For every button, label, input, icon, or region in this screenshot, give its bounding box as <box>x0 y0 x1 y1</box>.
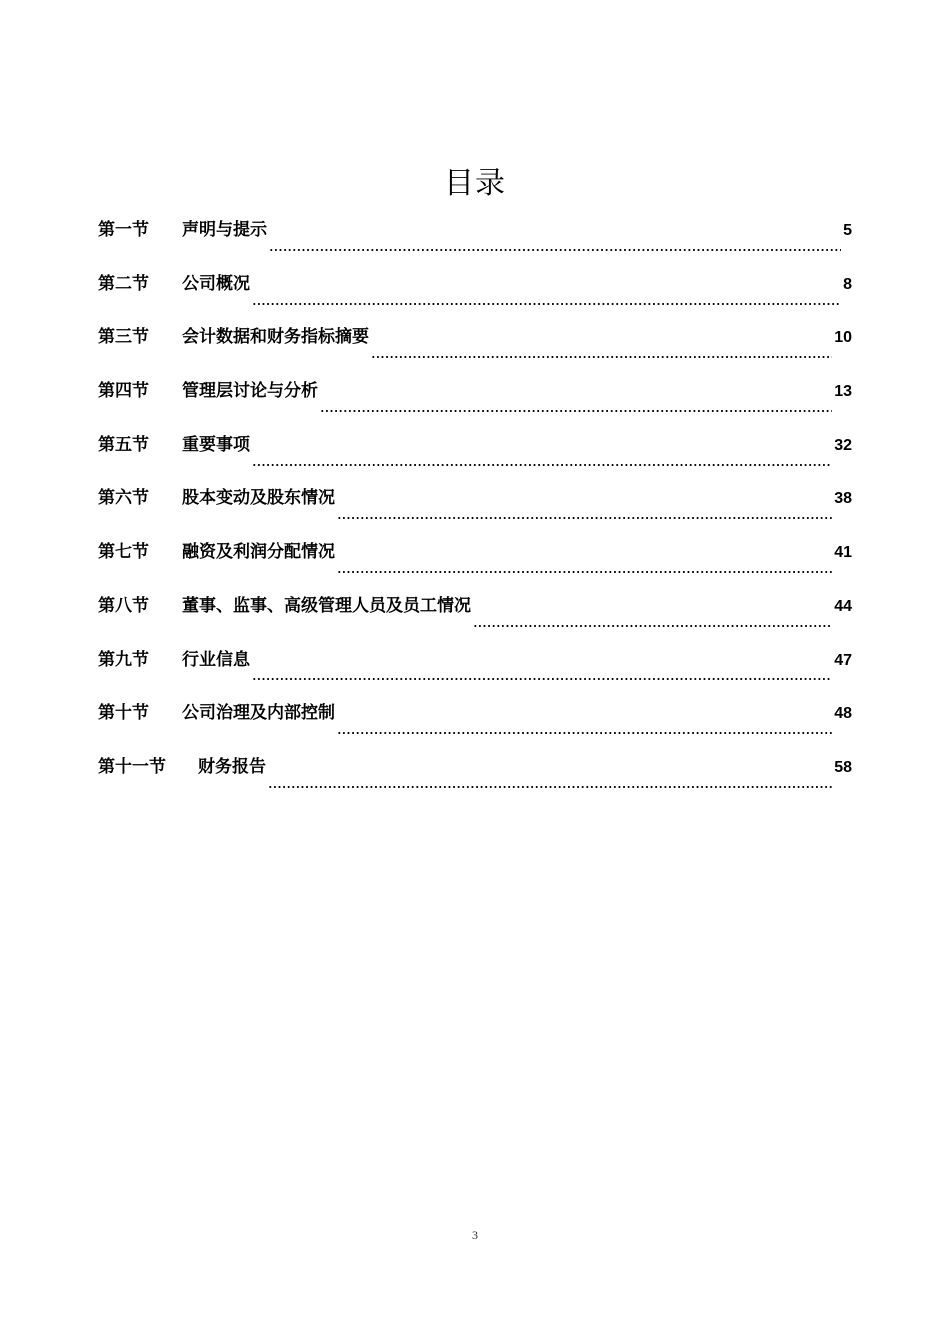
toc-page-number: 8 <box>843 275 852 293</box>
toc-dot-leader <box>337 554 832 574</box>
toc-dot-leader <box>473 608 832 628</box>
toc-entry-10[interactable] <box>98 695 852 749</box>
toc-section-title: 股本变动及股东情况 <box>182 488 335 509</box>
toc-section-title: 公司治理及内部控制 <box>182 703 335 724</box>
toc-section-title: 融资及利润分配情况 <box>182 542 335 563</box>
toc-page-number: 58 <box>834 758 852 776</box>
toc-page-number: 5 <box>843 222 852 239</box>
toc-section-title: 行业信息 <box>182 649 250 670</box>
toc-section-title: 董事、监事、高级管理人员及员工情况 <box>182 595 471 616</box>
toc-entry-6[interactable] <box>98 480 852 534</box>
toc-entry-8[interactable] <box>98 588 852 642</box>
toc-dot-leader <box>371 339 832 359</box>
toc-entry-3[interactable] <box>98 319 852 373</box>
toc-page-number: 41 <box>834 544 852 562</box>
toc-section-number: 第五节 <box>98 434 149 455</box>
toc-section-number: 第六节 <box>98 488 149 509</box>
page-number: 3 <box>472 1228 478 1242</box>
page-title: 目录 <box>444 166 506 202</box>
toc-dot-leader <box>320 393 832 413</box>
table-of-contents <box>98 212 852 803</box>
toc-dot-leader <box>268 769 832 789</box>
toc-section-number: 第三节 <box>98 327 149 348</box>
toc-page-number: 32 <box>834 436 852 454</box>
toc-entry-5[interactable] <box>98 427 852 481</box>
toc-section-number: 第十节 <box>98 703 149 724</box>
toc-section-title: 财务报告 <box>198 756 266 777</box>
toc-page-number: 48 <box>834 705 852 723</box>
toc-section-title: 会计数据和财务指标摘要 <box>182 327 369 348</box>
toc-entry-11[interactable] <box>98 749 852 803</box>
toc-entry-7[interactable] <box>98 534 852 588</box>
toc-page-number: 44 <box>834 597 852 615</box>
toc-section-number: 第一节 <box>98 220 149 240</box>
toc-section-title: 重要事项 <box>182 434 250 455</box>
toc-section-number: 第七节 <box>98 542 149 563</box>
toc-entry-9[interactable] <box>98 642 852 696</box>
toc-section-number: 第四节 <box>98 381 149 402</box>
toc-entry-4[interactable] <box>98 373 852 427</box>
toc-page-number: 10 <box>834 329 852 347</box>
toc-section-title: 管理层讨论与分析 <box>182 381 318 402</box>
toc-section-number: 第二节 <box>98 273 149 294</box>
toc-entry-1[interactable] <box>98 212 852 266</box>
toc-section-number: 第八节 <box>98 595 149 616</box>
toc-dot-leader <box>269 232 841 252</box>
toc-section-number: 第九节 <box>98 649 149 670</box>
toc-dot-leader <box>252 661 832 681</box>
toc-dot-leader <box>252 286 841 306</box>
toc-section-title: 公司概况 <box>182 273 250 294</box>
toc-page-number: 13 <box>834 383 852 401</box>
toc-dot-leader <box>337 500 832 520</box>
toc-entry-2[interactable] <box>98 266 852 320</box>
toc-page-number: 38 <box>834 490 852 508</box>
toc-section-number: 第十一节 <box>98 756 166 777</box>
toc-dot-leader <box>337 715 832 735</box>
toc-section-title: 声明与提示 <box>182 220 267 240</box>
toc-page-number: 47 <box>834 651 852 669</box>
toc-dot-leader <box>252 447 832 467</box>
